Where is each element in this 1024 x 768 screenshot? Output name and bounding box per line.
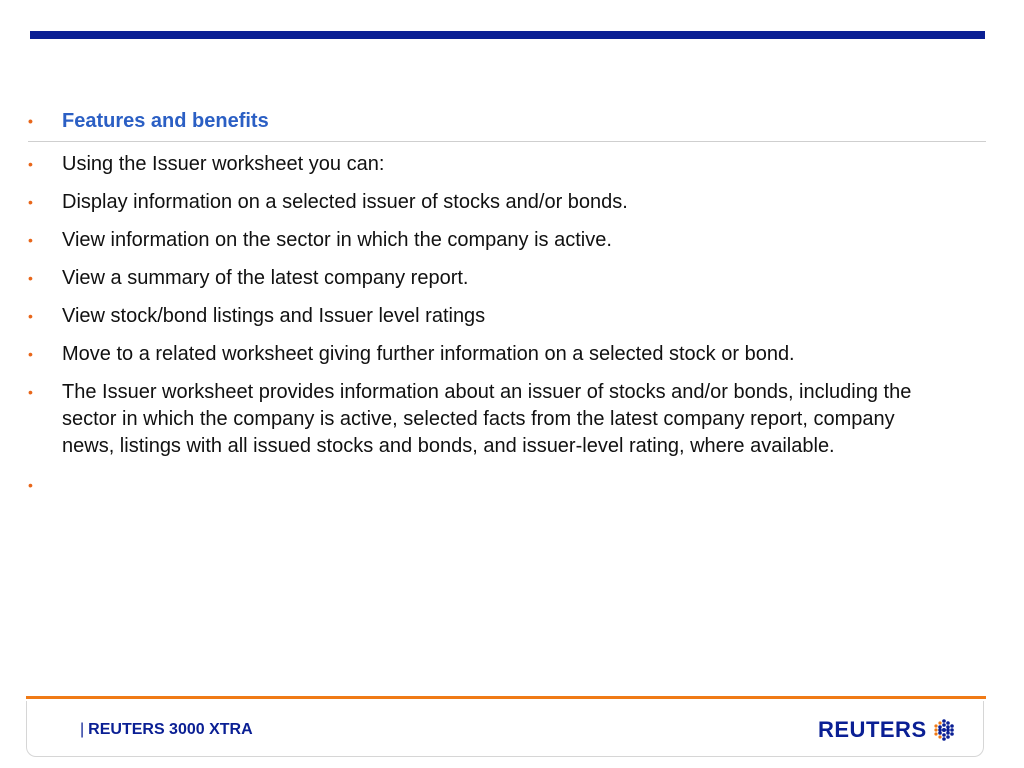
- bullet-dot: •: [28, 346, 33, 362]
- footer-separator: |: [80, 721, 85, 738]
- bullet-dot: •: [28, 477, 33, 493]
- brand-name: REUTERS: [818, 717, 927, 742]
- list-item: [28, 265, 986, 291]
- list-item: [28, 227, 986, 253]
- list-item-text: View information on the sector in which the company is active.: [62, 229, 612, 251]
- reuters-logo: [818, 716, 957, 744]
- list-item-text: Move to a related worksheet giving further information on a selected stock or bond.: [62, 343, 795, 365]
- bullet-list: [28, 108, 986, 493]
- bullet-dot: •: [28, 232, 33, 248]
- reuters-dots-icon: [931, 717, 957, 743]
- list-item-text: Using the Issuer worksheet you can:: [62, 153, 385, 175]
- list-item-text: Display information on a selected issuer of stocks and/or bonds.: [62, 191, 628, 213]
- top-bar: [30, 31, 985, 39]
- list-item: [28, 303, 986, 329]
- bullet-dot: •: [28, 308, 33, 324]
- footer-rule: [26, 696, 986, 699]
- list-item-heading: [28, 108, 986, 142]
- product-title-text: REUTERS 3000 XTRA: [88, 721, 253, 738]
- list-item-text: The Issuer worksheet provides information about an issuer of stocks and/or bonds, including the sector in which the company is active, selected facts from the latest company report, company news, listings with all issued stocks and bonds, and issuer-level rating, where available.: [62, 381, 912, 457]
- list-item: [28, 341, 986, 367]
- list-item: [28, 151, 986, 177]
- bullet-dot: •: [28, 270, 33, 286]
- bullet-dot: •: [28, 384, 33, 400]
- list-item-text: View a summary of the latest company report.: [62, 267, 469, 289]
- footer-product-title: [80, 719, 253, 741]
- list-item: [28, 379, 986, 460]
- bullet-dot: •: [28, 113, 33, 129]
- bullet-dot: •: [28, 194, 33, 210]
- list-item: [28, 189, 986, 215]
- list-item-text: View stock/bond listings and Issuer level ratings: [62, 305, 486, 327]
- heading-text: Features and benefits: [62, 110, 269, 132]
- bullet-dot: •: [28, 156, 33, 172]
